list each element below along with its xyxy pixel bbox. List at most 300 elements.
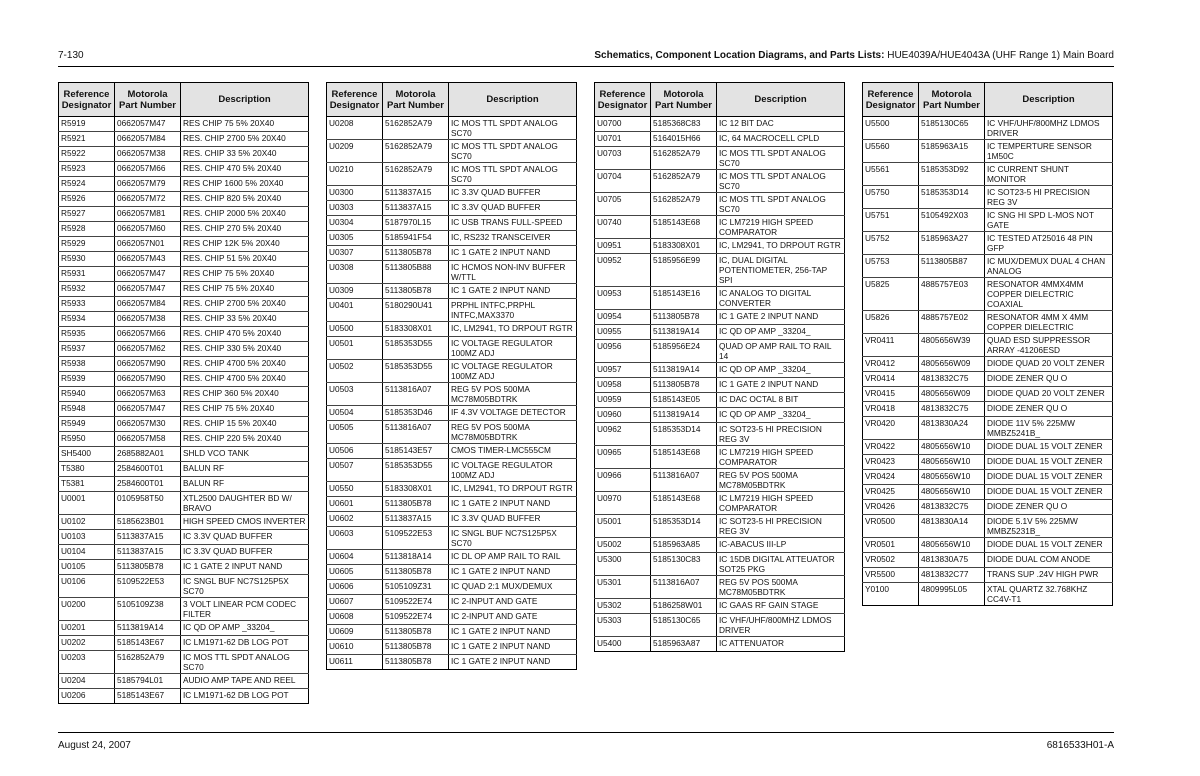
- header-reference-designator-text: Designator: [61, 99, 112, 111]
- description-cell: IF 4.3V VOLTAGE DETECTOR: [449, 406, 577, 421]
- description-cell: RES. CHIP 2700 5% 20X40: [181, 132, 309, 147]
- table-row: [327, 299, 577, 322]
- header-reference-designator: [327, 83, 383, 117]
- reference-designator-cell: R5938: [59, 357, 115, 372]
- reference-designator-cell: U0303: [327, 201, 383, 216]
- description-cell: QUAD OP AMP RAIL TO RAIL 14: [717, 340, 845, 363]
- part-number-cell: 4813832C77: [919, 568, 985, 583]
- reference-designator-cell: VR0412: [863, 357, 919, 372]
- part-number-cell: 0662057M43: [115, 252, 181, 267]
- table-row: [595, 393, 845, 408]
- description-cell: IC LM1971-62 DB LOG POT: [181, 636, 309, 651]
- part-number-cell: 0662057M47: [115, 117, 181, 132]
- reference-designator-cell: U0500: [327, 322, 383, 337]
- description-cell: IC ANALOG TO DIGITAL CONVERTER: [717, 287, 845, 310]
- header-reference-designator-text: Reference: [599, 88, 646, 100]
- reference-designator-cell: Y0100: [863, 583, 919, 606]
- reference-designator-cell: VR0423: [863, 455, 919, 470]
- description-cell: IC 1 GATE 2 INPUT NAND: [449, 625, 577, 640]
- description-cell: IC MOS TTL SPDT ANALOG SC70: [449, 140, 577, 163]
- reference-designator-cell: R5922: [59, 147, 115, 162]
- parts-table-2: [326, 82, 577, 670]
- table-row: [327, 216, 577, 231]
- reference-designator-cell: U5302: [595, 599, 651, 614]
- description-cell: IC, DUAL DIGITAL POTENTIOMETER, 256-TAP SPI: [717, 254, 845, 287]
- description-cell: RES. CHIP 15 5% 20X40: [181, 417, 309, 432]
- description-cell: IC QUAD 2:1 MUX/DEMUX: [449, 580, 577, 595]
- header-reference-designator: [863, 83, 919, 117]
- description-cell: IC SOT23-5 HI PRECISION REG 3V: [985, 186, 1113, 209]
- reference-designator-cell: U0102: [59, 515, 115, 530]
- reference-designator-cell: U0704: [595, 170, 651, 193]
- reference-designator-cell: VR0415: [863, 387, 919, 402]
- description-cell: RES. CHIP 2000 5% 20X40: [181, 207, 309, 222]
- header-description: [985, 83, 1113, 117]
- table-row: [327, 512, 577, 527]
- part-number-cell: 5185143E67: [115, 689, 181, 704]
- table-row: [59, 447, 309, 462]
- table-row: [327, 163, 577, 186]
- part-number-cell: 5162852A79: [383, 140, 449, 163]
- reference-designator-cell: U0959: [595, 393, 651, 408]
- table-row: [327, 580, 577, 595]
- description-cell: IC DL OP AMP RAIL TO RAIL: [449, 550, 577, 565]
- part-number-cell: 5185353D55: [383, 337, 449, 360]
- table-row: [327, 565, 577, 580]
- part-number-cell: 5162852A79: [383, 117, 449, 140]
- part-number-cell: 0662057M30: [115, 417, 181, 432]
- table-row: [327, 527, 577, 550]
- description-cell: XTL2500 DAUGHTER BD W/ BRAVO: [181, 492, 309, 515]
- header-reference-designator-text: Reference: [331, 88, 378, 100]
- reference-designator-cell: U0550: [327, 482, 383, 497]
- part-number-cell: 0662057M60: [115, 222, 181, 237]
- table-row: [595, 363, 845, 378]
- header-part-number: [115, 83, 181, 117]
- table-row: [59, 598, 309, 621]
- description-cell: IC 1 GATE 2 INPUT NAND: [449, 497, 577, 512]
- reference-designator-cell: U0970: [595, 492, 651, 515]
- description-cell: BALUN RF: [181, 462, 309, 477]
- part-number-cell: 5162852A79: [651, 193, 717, 216]
- header-part-number: [651, 83, 717, 117]
- table-row: [863, 417, 1113, 440]
- table-row: [59, 222, 309, 237]
- table-row: [595, 239, 845, 254]
- reference-designator-cell: U0502: [327, 360, 383, 383]
- description-cell: RES. CHIP 33 5% 20X40: [181, 312, 309, 327]
- table-row: [59, 192, 309, 207]
- description-cell: IC MOS TTL SPDT ANALOG SC70: [717, 170, 845, 193]
- parts-table-1: [58, 82, 309, 704]
- part-number-cell: 5185963A27: [919, 232, 985, 255]
- part-number-cell: 5113837A15: [115, 530, 181, 545]
- table-row: [59, 207, 309, 222]
- reference-designator-cell: U0201: [59, 621, 115, 636]
- reference-designator-cell: U5500: [863, 117, 919, 140]
- table-row: [863, 186, 1113, 209]
- description-cell: IC SNGL BUF NC7S125P5X SC70: [181, 575, 309, 598]
- table-row: [327, 421, 577, 444]
- page-title: [594, 50, 1114, 61]
- description-cell: IC TESTED AT25016 48 PIN GFP: [985, 232, 1113, 255]
- description-cell: 3 VOLT LINEAR PCM CODEC FILTER: [181, 598, 309, 621]
- table-row: [59, 297, 309, 312]
- table-row: [59, 267, 309, 282]
- reference-designator-cell: U0956: [595, 340, 651, 363]
- reference-designator-cell: U0740: [595, 216, 651, 239]
- reference-designator-cell: VR5500: [863, 568, 919, 583]
- description-cell: IC 1 GATE 2 INPUT NAND: [717, 310, 845, 325]
- table-row: [595, 170, 845, 193]
- reference-designator-cell: U0957: [595, 363, 651, 378]
- table-row: [595, 492, 845, 515]
- table-row: [863, 311, 1113, 334]
- table-row: [327, 459, 577, 482]
- reference-designator-cell: U0202: [59, 636, 115, 651]
- description-cell: DIODE DUAL 15 VOLT ZENER: [985, 485, 1113, 500]
- description-cell: IC 1 GATE 2 INPUT NAND: [449, 640, 577, 655]
- table-row: [595, 599, 845, 614]
- description-cell: RES. CHIP 820 5% 20X40: [181, 192, 309, 207]
- reference-designator-cell: U5303: [595, 614, 651, 637]
- description-cell: IC MOS TTL SPDT ANALOG SC70: [717, 193, 845, 216]
- part-number-cell: 5113818A14: [383, 550, 449, 565]
- part-number-cell: 0662057M84: [115, 297, 181, 312]
- reference-designator-cell: U0703: [595, 147, 651, 170]
- part-number-cell: 5185143E68: [651, 216, 717, 239]
- description-cell: IC 1 GATE 2 INPUT NAND: [449, 565, 577, 580]
- description-cell: IC DAC OCTAL 8 BIT: [717, 393, 845, 408]
- table-row: [327, 610, 577, 625]
- reference-designator-cell: U0601: [327, 497, 383, 512]
- description-cell: REG 5V POS 500MA MC78M05BDTRK: [717, 469, 845, 492]
- description-cell: IC USB TRANS FULL-SPEED: [449, 216, 577, 231]
- table-row: [327, 360, 577, 383]
- table-row: [595, 538, 845, 553]
- reference-designator-cell: U0304: [327, 216, 383, 231]
- table-row: [59, 342, 309, 357]
- part-number-cell: 4813830A24: [919, 417, 985, 440]
- reference-designator-cell: U0700: [595, 117, 651, 132]
- table-row: [59, 651, 309, 674]
- reference-designator-cell: U0966: [595, 469, 651, 492]
- table-row: [327, 322, 577, 337]
- part-number-cell: 5185623B01: [115, 515, 181, 530]
- reference-designator-cell: VR0424: [863, 470, 919, 485]
- table-row: [59, 177, 309, 192]
- reference-designator-cell: R5932: [59, 282, 115, 297]
- header-reference-designator-text: Reference: [867, 88, 914, 100]
- reference-designator-cell: U0607: [327, 595, 383, 610]
- description-cell: DIODE DUAL 15 VOLT ZENER: [985, 440, 1113, 455]
- part-number-cell: 5113837A15: [383, 186, 449, 201]
- table-row: [863, 232, 1113, 255]
- description-cell: IC MOS TTL SPDT ANALOG SC70: [449, 163, 577, 186]
- part-number-cell: 5109522E53: [383, 527, 449, 550]
- header-part-number-text: Part Number: [922, 99, 980, 111]
- part-number-cell: 5113837A15: [383, 201, 449, 216]
- part-number-cell: 0662057M38: [115, 147, 181, 162]
- description-cell: RES. CHIP 51 5% 20X40: [181, 252, 309, 267]
- part-number-cell: 0662057M66: [115, 327, 181, 342]
- description-cell: IC 1 GATE 2 INPUT NAND: [717, 378, 845, 393]
- description-cell: IC 12 BIT DAC: [717, 117, 845, 132]
- table-row: [863, 568, 1113, 583]
- part-number-cell: 0662057M47: [115, 402, 181, 417]
- table-row: [863, 515, 1113, 538]
- part-number-cell: 4809995L05: [919, 583, 985, 606]
- header-description: [449, 83, 577, 117]
- header-reference-designator-text: Designator: [597, 99, 648, 111]
- part-number-cell: 4805656W10: [919, 455, 985, 470]
- table-row: [595, 310, 845, 325]
- reference-designator-cell: U0506: [327, 444, 383, 459]
- part-number-cell: 5109522E74: [383, 595, 449, 610]
- footer-date: August 24, 2007: [58, 740, 131, 751]
- description-cell: IC 15DB DIGITAL ATTEUATOR SOT25 PKG: [717, 553, 845, 576]
- part-number-cell: 5185353D46: [383, 406, 449, 421]
- table-row: [327, 383, 577, 406]
- reference-designator-cell: VR0414: [863, 372, 919, 387]
- reference-designator-cell: R5950: [59, 432, 115, 447]
- table-row: [327, 550, 577, 565]
- table-row: [863, 583, 1113, 606]
- table-row: [595, 287, 845, 310]
- header-description: [717, 83, 845, 117]
- description-cell: IC MOS TTL SPDT ANALOG SC70: [717, 147, 845, 170]
- reference-designator-cell: VR0425: [863, 485, 919, 500]
- reference-designator-cell: U0308: [327, 261, 383, 284]
- description-cell: BALUN RF: [181, 477, 309, 492]
- description-cell: IC SOT23-5 HI PRECISION REG 3V: [717, 423, 845, 446]
- header-part-number-text: Part Number: [386, 99, 444, 111]
- description-cell: IC 1 GATE 2 INPUT NAND: [449, 284, 577, 299]
- table-row: [59, 621, 309, 636]
- part-number-cell: 0105958T50: [115, 492, 181, 515]
- description-cell: REG 5V POS 500MA MC78M05BDTRK: [449, 383, 577, 406]
- reference-designator-cell: U0955: [595, 325, 651, 340]
- part-number-cell: 5185353D14: [651, 515, 717, 538]
- reference-designator-cell: R5929: [59, 237, 115, 252]
- description-cell: RES. CHIP 220 5% 20X40: [181, 432, 309, 447]
- part-number-cell: 5183308X01: [651, 239, 717, 254]
- description-cell: IC CURRENT SHUNT MONITOR: [985, 163, 1113, 186]
- table-row: [59, 357, 309, 372]
- description-cell: IC SNGL BUF NC7S125P5X SC70: [449, 527, 577, 550]
- table-row: [863, 500, 1113, 515]
- reference-designator-cell: U5752: [863, 232, 919, 255]
- reference-designator-cell: U0610: [327, 640, 383, 655]
- table-row: [595, 216, 845, 239]
- part-number-cell: 4805656W09: [919, 357, 985, 372]
- part-number-cell: 0662057M79: [115, 177, 181, 192]
- header-part-number: [383, 83, 449, 117]
- part-number-cell: 5113805B78: [651, 378, 717, 393]
- part-number-cell: 5185941F54: [383, 231, 449, 246]
- table-row: [327, 140, 577, 163]
- part-number-cell: 5113819A14: [651, 363, 717, 378]
- table-row: [59, 575, 309, 598]
- table-row: [327, 231, 577, 246]
- reference-designator-cell: R5928: [59, 222, 115, 237]
- reference-designator-cell: U0203: [59, 651, 115, 674]
- part-number-cell: 5185143E16: [651, 287, 717, 310]
- part-number-cell: 5105492X03: [919, 209, 985, 232]
- table-row: [59, 327, 309, 342]
- table-row: [595, 254, 845, 287]
- table-row: [863, 163, 1113, 186]
- table-row: [595, 637, 845, 652]
- description-cell: DIODE QUAD 20 VOLT ZENER: [985, 357, 1113, 372]
- reference-designator-cell: U0962: [595, 423, 651, 446]
- reference-designator-cell: R5923: [59, 162, 115, 177]
- reference-designator-cell: U0103: [59, 530, 115, 545]
- part-number-cell: 5185353D55: [383, 459, 449, 482]
- reference-designator-cell: VR0426: [863, 500, 919, 515]
- description-cell: HIGH SPEED CMOS INVERTER: [181, 515, 309, 530]
- part-number-cell: 5185130C65: [919, 117, 985, 140]
- description-cell: IC-ABACUS III-LP: [717, 538, 845, 553]
- description-cell: XTAL QUARTZ 32.768KHZ CC4V-T1: [985, 583, 1113, 606]
- part-number-cell: 5113805B78: [651, 310, 717, 325]
- part-number-cell: 5185143E05: [651, 393, 717, 408]
- header-part-number-text: Motorola: [663, 88, 704, 100]
- part-number-cell: 4805656W10: [919, 538, 985, 553]
- reference-designator-cell: U5561: [863, 163, 919, 186]
- part-number-cell: 5185143E57: [383, 444, 449, 459]
- description-cell: RESONATOR 4MM X 4MM COPPER DIELECTRIC: [985, 311, 1113, 334]
- description-cell: RES. CHIP 33 5% 20X40: [181, 147, 309, 162]
- description-cell: IC HCMOS NON-INV BUFFER W/TTL: [449, 261, 577, 284]
- parts-table-3: [594, 82, 845, 652]
- description-cell: DIODE DUAL COM ANODE: [985, 553, 1113, 568]
- part-number-cell: 5185143E68: [651, 446, 717, 469]
- description-cell: IC GAAS RF GAIN STAGE: [717, 599, 845, 614]
- table-row: [863, 485, 1113, 500]
- description-cell: RES CHIP 75 5% 20X40: [181, 117, 309, 132]
- reference-designator-cell: U0505: [327, 421, 383, 444]
- part-number-cell: 0662057M90: [115, 357, 181, 372]
- table-row: [59, 689, 309, 704]
- header-reference-designator: [59, 83, 115, 117]
- table-row: [863, 538, 1113, 553]
- part-number-cell: 5113816A07: [383, 421, 449, 444]
- part-number-cell: 5113805B78: [383, 497, 449, 512]
- reference-designator-cell: U0001: [59, 492, 115, 515]
- part-number-cell: 5185956E99: [651, 254, 717, 287]
- part-number-cell: 5113805B78: [115, 560, 181, 575]
- table-row: [595, 423, 845, 446]
- part-number-cell: 2584600T01: [115, 477, 181, 492]
- table-row: [327, 595, 577, 610]
- reference-designator-cell: VR0420: [863, 417, 919, 440]
- part-number-cell: 4805656W39: [919, 334, 985, 357]
- part-number-cell: 5113816A07: [651, 469, 717, 492]
- description-cell: RES. CHIP 470 5% 20X40: [181, 162, 309, 177]
- table-row: [595, 515, 845, 538]
- header-part-number: [919, 83, 985, 117]
- part-number-cell: 4885757E02: [919, 311, 985, 334]
- part-number-cell: 5185963A87: [651, 637, 717, 652]
- description-cell: IC SNG HI SPD L-MOS NOT GATE: [985, 209, 1113, 232]
- header-reference-designator-text: Designator: [329, 99, 380, 111]
- description-cell: IC, 64 MACROCELL CPLD: [717, 132, 845, 147]
- reference-designator-cell: U5301: [595, 576, 651, 599]
- header-description: [181, 83, 309, 117]
- reference-designator-cell: U0309: [327, 284, 383, 299]
- part-number-cell: 5113837A15: [115, 545, 181, 560]
- description-cell: IC LM7219 HIGH SPEED COMPARATOR: [717, 446, 845, 469]
- part-number-cell: 5113805B78: [383, 640, 449, 655]
- reference-designator-cell: U5826: [863, 311, 919, 334]
- reference-designator-cell: VR0411: [863, 334, 919, 357]
- table-row: [327, 186, 577, 201]
- header-description-text: Description: [754, 94, 807, 105]
- description-cell: IC 1 GATE 2 INPUT NAND: [449, 655, 577, 670]
- reference-designator-cell: R5927: [59, 207, 115, 222]
- table-row: [863, 440, 1113, 455]
- reference-designator-cell: U0701: [595, 132, 651, 147]
- table-row: [327, 337, 577, 360]
- part-number-cell: 0662057M66: [115, 162, 181, 177]
- header-reference-designator: [595, 83, 651, 117]
- description-cell: IC TEMPERTURE SENSOR 1M50C: [985, 140, 1113, 163]
- table-row: [327, 246, 577, 261]
- reference-designator-cell: U0951: [595, 239, 651, 254]
- reference-designator-cell: U0605: [327, 565, 383, 580]
- table-row: [59, 477, 309, 492]
- part-number-cell: 4805656W09: [919, 387, 985, 402]
- reference-designator-cell: VR0500: [863, 515, 919, 538]
- description-cell: RES CHIP 75 5% 20X40: [181, 282, 309, 297]
- table-row: [59, 674, 309, 689]
- reference-designator-cell: U0606: [327, 580, 383, 595]
- table-row: [327, 655, 577, 670]
- reference-designator-cell: R5933: [59, 297, 115, 312]
- description-cell: IC LM7219 HIGH SPEED COMPARATOR: [717, 492, 845, 515]
- part-number-cell: 5113805B78: [383, 565, 449, 580]
- part-number-cell: 5162852A79: [651, 147, 717, 170]
- part-number-cell: 0662057M38: [115, 312, 181, 327]
- description-cell: DIODE QUAD 20 VOLT ZENER: [985, 387, 1113, 402]
- table-row: [595, 553, 845, 576]
- part-number-cell: 0662057M81: [115, 207, 181, 222]
- part-number-cell: 5113805B78: [383, 246, 449, 261]
- table-row: [595, 614, 845, 637]
- part-number-cell: 5180290U41: [383, 299, 449, 322]
- description-cell: IC 2-INPUT AND GATE: [449, 595, 577, 610]
- header-description-text: Description: [218, 94, 271, 105]
- description-cell: IC 3.3V QUAD BUFFER: [449, 186, 577, 201]
- table-row: [59, 117, 309, 132]
- reference-designator-cell: U0611: [327, 655, 383, 670]
- description-cell: RESONATOR 4MMX4MM COPPER DIELECTRIC COAXIAL: [985, 278, 1113, 311]
- part-number-cell: 4885757E03: [919, 278, 985, 311]
- table-header-row: [59, 83, 309, 117]
- part-number-cell: 4805656W10: [919, 470, 985, 485]
- description-cell: REG 5V POS 500MA MC78M05BDTRK: [717, 576, 845, 599]
- description-cell: DIODE ZENER QU O: [985, 372, 1113, 387]
- reference-designator-cell: U5560: [863, 140, 919, 163]
- part-number-cell: 5187970L15: [383, 216, 449, 231]
- part-number-cell: 2685882A01: [115, 447, 181, 462]
- reference-designator-cell: U5825: [863, 278, 919, 311]
- part-number-cell: 0662057M58: [115, 432, 181, 447]
- table-row: [327, 625, 577, 640]
- footer-doc-number: 6816533H01-A: [1046, 740, 1114, 751]
- reference-designator-cell: R5924: [59, 177, 115, 192]
